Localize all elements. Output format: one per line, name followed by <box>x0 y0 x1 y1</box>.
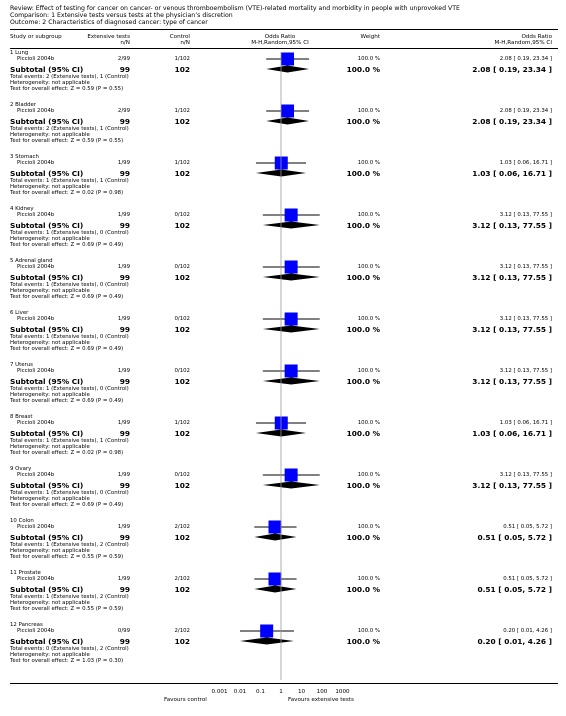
study-name: Piccioli 2004b <box>17 472 55 478</box>
overall-effect-test: Test for overall effect: Z = 0.69 (P = 0.49) <box>10 502 124 508</box>
heterogeneity: Heterogeneity: not applicable <box>10 184 90 190</box>
subtotal-weight: 100.0 % <box>346 169 380 178</box>
overall-effect-test: Test for overall effect: Z = 0.69 (P = 0.49) <box>10 346 124 352</box>
study-ctrl-events: 0/102 <box>174 368 190 374</box>
subtotal-diamond <box>240 638 294 645</box>
subgroup-label: 3 Stomach <box>10 154 39 160</box>
subtotal-exp: 99 <box>119 429 130 438</box>
subtotal-ci: 0.51 [ 0.05, 5.72 ] <box>477 533 552 542</box>
study-column-header: Study or subgroup <box>10 34 62 40</box>
study-exp-events: 2/99 <box>117 108 130 114</box>
study-exp-events: 1/99 <box>117 160 130 166</box>
subtotal-ci: 2.08 [ 0.19, 23.34 ] <box>472 65 552 74</box>
axis-tick-label: 0.1 <box>256 689 265 695</box>
subgroup-label: 1 Lung <box>10 50 29 56</box>
study-exp-events: 1/99 <box>117 524 130 530</box>
subtotal-weight: 100.0 % <box>346 65 380 74</box>
axis-tick-label: 0.001 <box>211 689 228 695</box>
study-exp-events: 1/99 <box>117 420 130 426</box>
study-ctrl-events: 1/102 <box>174 420 190 426</box>
axis-tick-label: 1000 <box>335 689 350 695</box>
study-exp-events: 1/99 <box>117 212 130 218</box>
subtotal-ci: 3.12 [ 0.13, 77.55 ] <box>472 221 552 230</box>
subtotal-weight: 100.0 % <box>346 637 380 646</box>
subtotal-ctrl: 102 <box>174 117 190 126</box>
study-weight: 100.0 % <box>357 472 380 478</box>
subtotal-ci: 3.12 [ 0.13, 77.55 ] <box>472 377 552 386</box>
ctrl-column-header: Control <box>169 34 190 40</box>
heterogeneity: Heterogeneity: not applicable <box>10 132 90 138</box>
heterogeneity: Heterogeneity: not applicable <box>10 548 90 554</box>
subtotal-label: Subtotal (95% CI) <box>10 325 84 334</box>
study-exp-events: 1/99 <box>117 368 130 374</box>
study-name: Piccioli 2004b <box>17 368 55 374</box>
study-weight: 100.0 % <box>357 212 380 218</box>
total-events: Total events: 2 (Extensive tests), 1 (Control) <box>10 74 129 80</box>
study-weight: 100.0 % <box>357 108 380 114</box>
study-name: Piccioli 2004b <box>17 56 55 62</box>
heterogeneity: Heterogeneity: not applicable <box>10 80 90 86</box>
effect-marker <box>260 625 273 638</box>
subtotal-ctrl: 102 <box>174 637 190 646</box>
favours-extensive-label: Favours extensive tests <box>288 697 354 703</box>
study-weight: 100.0 % <box>357 576 380 582</box>
overall-effect-test: Test for overall effect: Z = 0.55 (P = 0.59) <box>10 554 124 560</box>
subtotal-weight: 100.0 % <box>346 325 380 334</box>
subtotal-label: Subtotal (95% CI) <box>10 481 84 490</box>
subtotal-exp: 99 <box>119 481 130 490</box>
heterogeneity: Heterogeneity: not applicable <box>10 392 90 398</box>
subtotal-ctrl: 102 <box>174 429 190 438</box>
study-name: Piccioli 2004b <box>17 420 55 426</box>
or-column-sub: M-H,Random,95% CI <box>251 40 309 46</box>
exp-column-header: Extensive tests <box>87 34 130 40</box>
total-events: Total events: 0 (Extensive tests), 2 (Control) <box>10 646 129 652</box>
subtotal-ctrl: 102 <box>174 221 190 230</box>
subtotal-label: Subtotal (95% CI) <box>10 169 84 178</box>
study-ctrl-events: 0/102 <box>174 472 190 478</box>
heterogeneity: Heterogeneity: not applicable <box>10 288 90 294</box>
study-ci: 3.12 [ 0.13, 77.55 ] <box>499 316 552 322</box>
subtotal-diamond <box>266 118 309 125</box>
study-exp-events: 1/99 <box>117 264 130 270</box>
subtotal-weight: 100.0 % <box>346 533 380 542</box>
effect-marker <box>269 573 282 586</box>
effect-marker <box>269 521 282 534</box>
total-events: Total events: 1 (Extensive tests), 2 (Control) <box>10 594 129 600</box>
subtotal-diamond <box>263 378 320 385</box>
total-events: Total events: 1 (Extensive tests), 0 (Control) <box>10 230 129 236</box>
study-ctrl-events: 0/102 <box>174 212 190 218</box>
study-ci: 1.03 [ 0.06, 16.71 ] <box>499 160 552 166</box>
study-weight: 100.0 % <box>357 368 380 374</box>
axis-tick-label: 0.01 <box>233 689 247 695</box>
effect-marker <box>285 469 298 482</box>
study-ctrl-events: 2/102 <box>174 524 190 530</box>
heterogeneity: Heterogeneity: not applicable <box>10 496 90 502</box>
subtotal-ci: 3.12 [ 0.13, 77.55 ] <box>472 481 552 490</box>
subtotal-weight: 100.0 % <box>346 481 380 490</box>
subtotal-diamond <box>263 326 320 333</box>
subgroup-label: 7 Uterus <box>10 362 33 368</box>
heterogeneity: Heterogeneity: not applicable <box>10 340 90 346</box>
total-events: Total events: 2 (Extensive tests), 1 (Control) <box>10 126 129 132</box>
study-ctrl-events: 2/102 <box>174 576 190 582</box>
heterogeneity: Heterogeneity: not applicable <box>10 600 90 606</box>
subtotal-label: Subtotal (95% CI) <box>10 637 84 646</box>
study-ci: 2.08 [ 0.19, 23.34 ] <box>499 56 552 62</box>
overall-effect-test: Test for overall effect: Z = 0.69 (P = 0.49) <box>10 242 124 248</box>
study-exp-events: 1/99 <box>117 472 130 478</box>
study-weight: 100.0 % <box>357 160 380 166</box>
or-column-header: Odds Ratio <box>264 34 296 40</box>
or2-column-sub: M-H,Random,95% CI <box>494 40 552 46</box>
subtotal-diamond <box>254 534 296 541</box>
total-events: Total events: 1 (Extensive tests), 2 (Control) <box>10 542 129 548</box>
exp-column-sub: n/N <box>120 40 130 46</box>
subtotal-exp: 99 <box>119 169 130 178</box>
overall-effect-test: Test for overall effect: Z = 0.55 (P = 0.59) <box>10 606 124 612</box>
subtotal-ci: 1.03 [ 0.06, 16.71 ] <box>472 169 552 178</box>
subtotal-ci: 1.03 [ 0.06, 16.71 ] <box>472 429 552 438</box>
study-weight: 100.0 % <box>357 56 380 62</box>
study-ci: 3.12 [ 0.13, 77.55 ] <box>499 368 552 374</box>
overall-effect-test: Test for overall effect: Z = 0.59 (P = 0.55) <box>10 138 124 144</box>
total-events: Total events: 1 (Extensive tests), 0 (Control) <box>10 334 129 340</box>
study-ci: 3.12 [ 0.13, 77.55 ] <box>499 264 552 270</box>
study-name: Piccioli 2004b <box>17 628 55 634</box>
overall-effect-test: Test for overall effect: Z = 0.69 (P = 0.49) <box>10 294 124 300</box>
heterogeneity: Heterogeneity: not applicable <box>10 444 90 450</box>
subtotal-ci: 0.20 [ 0.01, 4.26 ] <box>477 637 552 646</box>
study-ci: 3.12 [ 0.13, 77.55 ] <box>499 472 552 478</box>
weight-column-header: Weight <box>360 34 380 40</box>
study-weight: 100.0 % <box>357 264 380 270</box>
subtotal-label: Subtotal (95% CI) <box>10 585 84 594</box>
review-title: Review: Effect of testing for cancer on cancer- or venous thromboembolism (VTE)-related mortality and morbidity in people with unprovoked VTE <box>10 5 460 12</box>
subtotal-ctrl: 102 <box>174 481 190 490</box>
effect-marker <box>285 365 298 378</box>
overall-effect-test: Test for overall effect: Z = 0.02 (P = 0.98) <box>10 450 124 456</box>
subtotal-weight: 100.0 % <box>346 377 380 386</box>
total-events: Total events: 1 (Extensive tests), 0 (Control) <box>10 490 129 496</box>
subtotal-exp: 99 <box>119 377 130 386</box>
overall-effect-test: Test for overall effect: Z = 0.69 (P = 0.49) <box>10 398 124 404</box>
study-ctrl-events: 0/102 <box>174 264 190 270</box>
overall-effect-test: Test for overall effect: Z = 0.59 (P = 0.55) <box>10 86 124 92</box>
subtotal-ctrl: 102 <box>174 273 190 282</box>
study-ci: 3.12 [ 0.13, 77.55 ] <box>499 212 552 218</box>
study-name: Piccioli 2004b <box>17 524 55 530</box>
subtotal-weight: 100.0 % <box>346 117 380 126</box>
subtotal-diamond <box>263 482 320 489</box>
subgroup-label: 12 Pancreas <box>10 622 43 628</box>
axis-tick-label: 1 <box>279 689 283 695</box>
study-name: Piccioli 2004b <box>17 264 55 270</box>
study-name: Piccioli 2004b <box>17 212 55 218</box>
total-events: Total events: 1 (Extensive tests), 0 (Control) <box>10 282 129 288</box>
subgroup-label: 4 Kidney <box>10 206 34 212</box>
overall-effect-test: Test for overall effect: Z = 0.02 (P = 0.98) <box>10 190 124 196</box>
study-name: Piccioli 2004b <box>17 108 55 114</box>
effect-marker <box>281 105 294 118</box>
subtotal-weight: 100.0 % <box>346 221 380 230</box>
study-ctrl-events: 1/102 <box>174 160 190 166</box>
subgroup-label: 10 Colon <box>10 518 34 524</box>
subtotal-exp: 99 <box>119 325 130 334</box>
study-weight: 100.0 % <box>357 628 380 634</box>
subgroup-label: 6 Liver <box>10 310 29 316</box>
subtotal-exp: 99 <box>119 117 130 126</box>
footer-rule <box>10 683 558 684</box>
total-events: Total events: 1 (Extensive tests), 0 (Control) <box>10 386 129 392</box>
study-ctrl-events: 0/102 <box>174 316 190 322</box>
subtotal-exp: 99 <box>119 585 130 594</box>
subtotal-weight: 100.0 % <box>346 429 380 438</box>
subtotal-label: Subtotal (95% CI) <box>10 221 84 230</box>
study-name: Piccioli 2004b <box>17 576 55 582</box>
study-ctrl-events: 1/102 <box>174 56 190 62</box>
subtotal-ctrl: 102 <box>174 325 190 334</box>
subtotal-weight: 100.0 % <box>346 585 380 594</box>
study-weight: 100.0 % <box>357 420 380 426</box>
subtotal-label: Subtotal (95% CI) <box>10 533 84 542</box>
subgroup-label: 2 Bladder <box>10 102 37 108</box>
subtotal-exp: 99 <box>119 65 130 74</box>
study-weight: 100.0 % <box>357 316 380 322</box>
study-ci: 0.20 [ 0.01, 4.26 ] <box>503 628 552 634</box>
study-exp-events: 1/99 <box>117 316 130 322</box>
favours-control-label: Favours control <box>164 697 207 703</box>
or2-column-header: Odds Ratio <box>521 34 552 40</box>
subtotal-label: Subtotal (95% CI) <box>10 117 84 126</box>
subtotal-label: Subtotal (95% CI) <box>10 377 84 386</box>
subtotal-diamond <box>266 66 309 73</box>
heterogeneity: Heterogeneity: not applicable <box>10 652 90 658</box>
study-weight: 100.0 % <box>357 524 380 530</box>
study-ci: 0.51 [ 0.05, 5.72 ] <box>503 576 552 582</box>
subgroup-label: 5 Adrenal gland <box>10 258 53 264</box>
subtotal-exp: 99 <box>119 533 130 542</box>
study-exp-events: 2/99 <box>117 56 130 62</box>
study-ci: 0.51 [ 0.05, 5.72 ] <box>503 524 552 530</box>
subtotal-exp: 99 <box>119 221 130 230</box>
subtotal-label: Subtotal (95% CI) <box>10 429 84 438</box>
study-name: Piccioli 2004b <box>17 316 55 322</box>
subtotal-weight: 100.0 % <box>346 273 380 282</box>
subtotal-label: Subtotal (95% CI) <box>10 273 84 282</box>
ctrl-column-sub: n/N <box>180 40 190 46</box>
subtotal-ci: 0.51 [ 0.05, 5.72 ] <box>477 585 552 594</box>
effect-marker <box>285 313 298 326</box>
outcome-title: Outcome: 2 Characteristics of diagnosed cancer: type of cancer <box>10 19 208 26</box>
study-ci: 1.03 [ 0.06, 16.71 ] <box>499 420 552 426</box>
subtotal-exp: 99 <box>119 273 130 282</box>
effect-marker <box>285 209 298 222</box>
subtotal-diamond <box>263 274 320 281</box>
effect-marker <box>281 53 294 66</box>
heterogeneity: Heterogeneity: not applicable <box>10 236 90 242</box>
subtotal-diamond <box>254 586 296 593</box>
study-ctrl-events: 1/102 <box>174 108 190 114</box>
subtotal-diamond <box>263 222 320 229</box>
subtotal-ctrl: 102 <box>174 533 190 542</box>
comparison-title: Comparison: 1 Extensive tests versus tests at the physician’s discretion <box>10 12 233 19</box>
overall-effect-test: Test for overall effect: Z = 1.03 (P = 0.30) <box>10 658 124 664</box>
subtotal-ci: 3.12 [ 0.13, 77.55 ] <box>472 325 552 334</box>
axis-tick-label: 10 <box>297 689 306 695</box>
subtotal-ctrl: 102 <box>174 377 190 386</box>
subgroup-label: 11 Prostate <box>10 570 41 576</box>
subtotal-label: Subtotal (95% CI) <box>10 65 84 74</box>
study-ci: 2.08 [ 0.19, 23.34 ] <box>499 108 552 114</box>
total-events: Total events: 1 (Extensive tests), 1 (Control) <box>10 178 129 184</box>
study-ctrl-events: 2/102 <box>174 628 190 634</box>
subtotal-ci: 3.12 [ 0.13, 77.55 ] <box>472 273 552 282</box>
subgroup-label: 9 Ovary <box>10 466 32 472</box>
total-events: Total events: 1 (Extensive tests), 1 (Control) <box>10 438 129 444</box>
subgroup-label: 8 Breast <box>10 414 33 420</box>
subtotal-ctrl: 102 <box>174 585 190 594</box>
study-exp-events: 0/99 <box>117 628 130 634</box>
subtotal-ctrl: 102 <box>174 65 190 74</box>
effect-marker <box>285 261 298 274</box>
subtotal-ci: 2.08 [ 0.19, 23.34 ] <box>472 117 552 126</box>
axis-tick-label: 100 <box>316 689 328 695</box>
study-name: Piccioli 2004b <box>17 160 55 166</box>
subtotal-ctrl: 102 <box>174 169 190 178</box>
subtotal-exp: 99 <box>119 637 130 646</box>
study-exp-events: 1/99 <box>117 576 130 582</box>
